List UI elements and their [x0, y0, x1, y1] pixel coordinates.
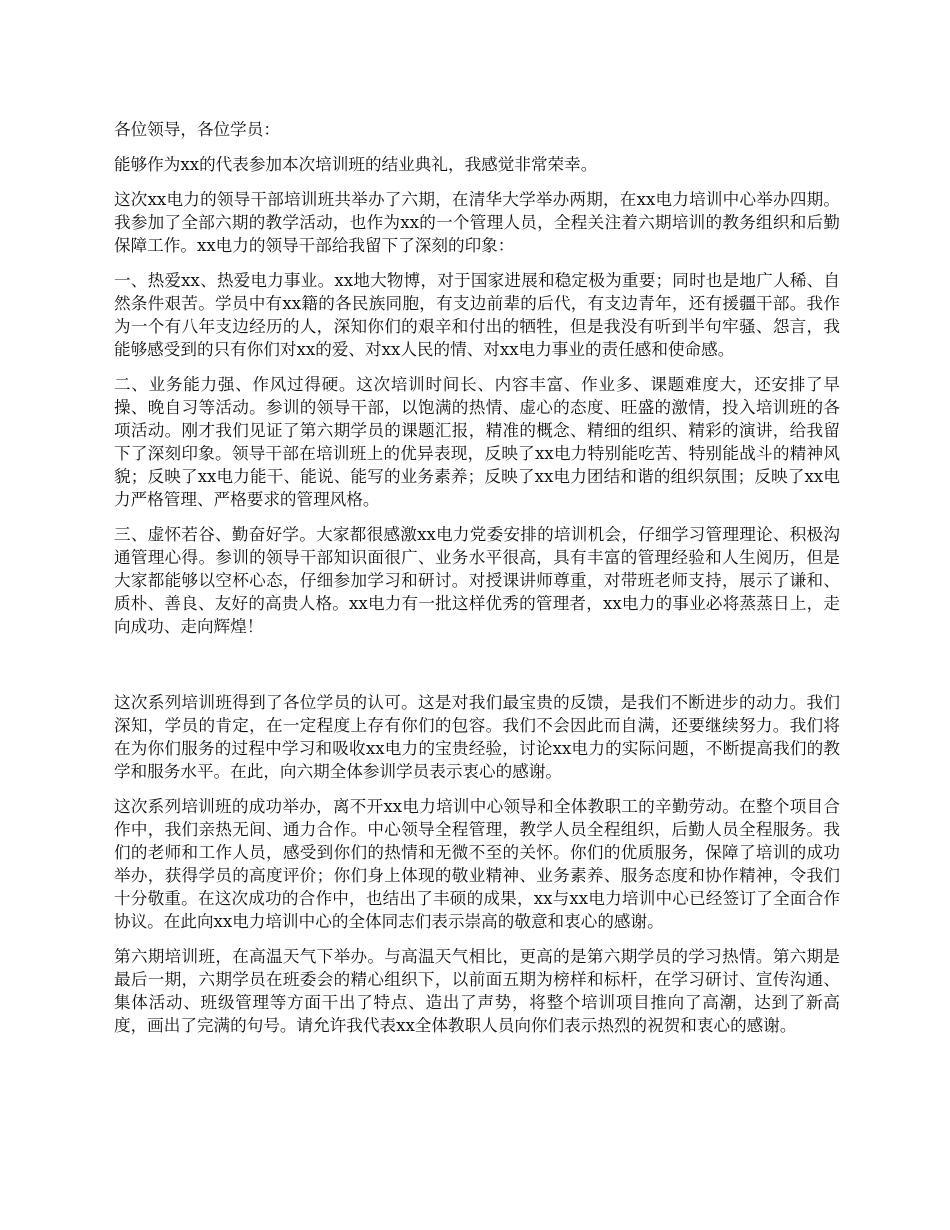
paragraph-feedback: 这次系列培训班得到了各位学员的认可。这是对我们最宝贵的反馈，是我们不断进步的动力。我们深知，学员的肯定，在一定程度上存有你们的包容。我们不会因此而自满，还要继续努力。我们将在为你们服务的过程中学习和吸收xx电力的宝贵经验，讨论xx电力的实际问题，不断提高我们的教学和服务水平。在此，向六期全体参训学员表示衷心的感谢。 [114, 693, 840, 781]
paragraph-sixth-class: 第六期培训班，在高温天气下举办。与高温天气相比，更高的是第六期学员的学习热情。第六期是最后一期，六期学员在班委会的精心组织下，以前面五期为榜样和标杆，在学习研讨、宣传沟通、集体活动、班级管理等方面干出了特点、造出了声势，将整个培训项目推向了高潮，达到了新高度，画出了完满的句号。请允许我代表xx全体教职人员向你们表示热烈的祝贺和衷心的感谢。 [114, 947, 840, 1035]
paragraph-thanks-center: 这次系列培训班的成功举办，离不开xx电力培训中心领导和全体教职工的辛勤劳动。在整个项目合作中，我们亲热无间、通力合作。中心领导全程管理，教学人员全程组织，后勤人员全程服务。我们的老师和工作人员，感受到你们的热情和无微不至的关怀。你们的优质服务，保障了培训的成功举办，获得学员的高度评价；你们身上体现的敬业精神、业务素养、服务态度和协作精神，令我们十分敬重。在这次成功的合作中，也结出了丰硕的成果，xx与xx电力培训中心已经签订了全面合作协议。在此向xx电力培训中心的全体同志们表示崇高的敬意和衷心的感谢。 [114, 797, 840, 931]
document-body [114, 118, 840, 1049]
paragraph-overview: 这次xx电力的领导干部培训班共举办了六期，在清华大学举办两期，在xx电力培训中心举办四期。我参加了全部六期的教学活动，也作为xx的一个管理人员，全程关注着六期培训的教务组织和后勤保障工作。xx电力的领导干部给我留下了深刻的印象： [114, 190, 840, 255]
paragraph-point-three: 三、虚怀若谷、勤奋好学。大家都很感激xx电力党委安排的培训机会，仔细学习管理理论、积极沟通管理心得。参训的领导干部知识面很广、业务水平很高，具有丰富的管理经验和人生阅历，但是大家都能够以空杯心态，仔细参加学习和研讨。对授课讲师尊重，对带班老师支持，展示了谦和、质朴、善良、友好的高贵人格。xx电力有一批这样优秀的管理者，xx电力的事业必将蒸蒸日上，走向成功、走向辉煌！ [114, 525, 840, 636]
paragraph-opening: 能够作为xx的代表参加本次培训班的结业典礼，我感觉非常荣幸。 [114, 155, 598, 174]
paragraph-point-one: 一、热爱xx、热爱电力事业。xx地大物博，对于国家进展和稳定极为重要；同时也是地广人稀、自然条件艰苦。学员中有xx籍的各民族同胞，有支边前辈的后代，有支边青年，还有援疆干部。我作为一个有八年支边经历的人，深知你们的艰辛和付出的牺牲，但是我没有听到半句牢骚、怨言，我能够感受到的只有你们对xx的爱、对xx人民的情、对xx电力事业的责任感和使命感。 [114, 271, 840, 359]
salutation: 各位领导，各位学员： [114, 120, 280, 139]
paragraph-point-two: 二、业务能力强、作风过得硬。这次培训时间长、内容丰富、作业多、课题难度大，还安排了早操、晚自习等活动。参训的领导干部，以饱满的热情、虚心的态度、旺盛的激情，投入培训班的各项活动。刚才我们见证了第六期学员的课题汇报，精准的概念、精细的组织、精彩的演讲，给我留下了深刻印象。领导干部在培训班上的优异表现，反映了xx电力特别能吃苦、特别能战斗的精神风貌；反映了xx电力能干、能说、能写的业务素养；反映了xx电力团结和谐的组织氛围；反映了xx电力严格管理、严格要求的管理风格。 [114, 375, 840, 509]
section-gap [114, 650, 840, 691]
